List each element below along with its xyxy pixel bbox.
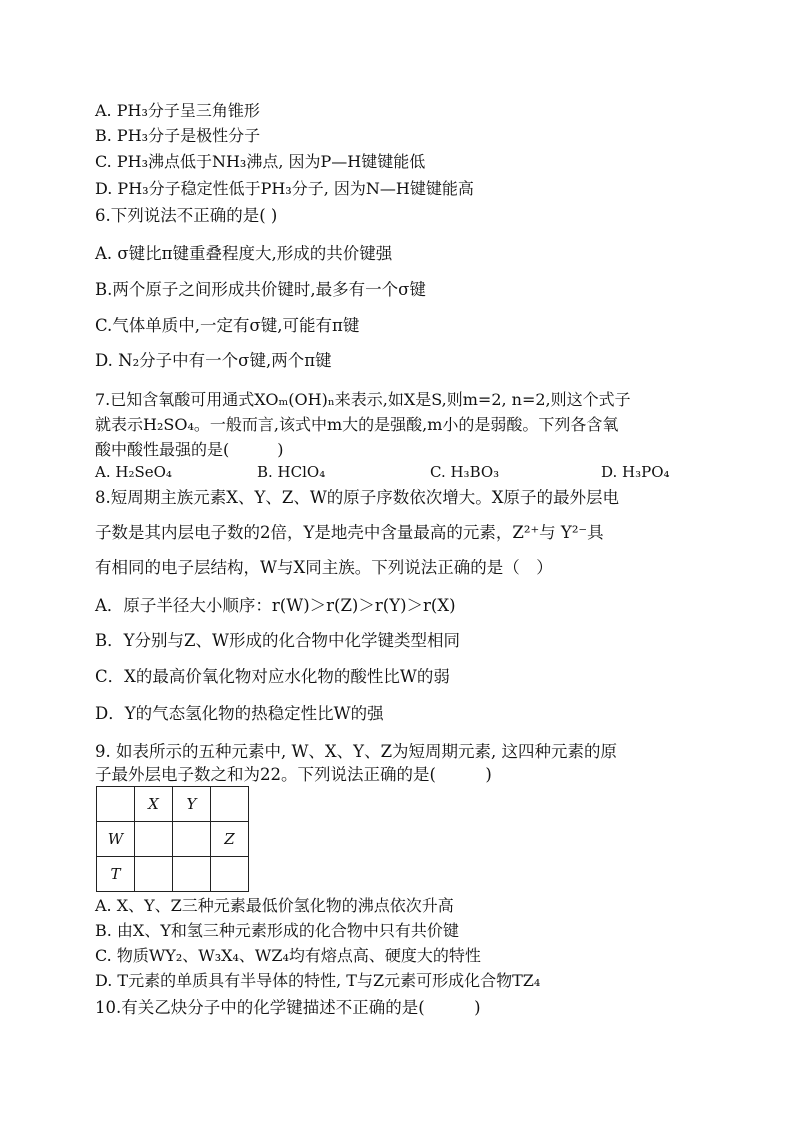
q8-option-a: A．原子半径大小顺序：r(W)＞r(Z)＞r(Y)＞r(X) [95,596,456,615]
q7-option-a: A. H₂SeO₄ [95,463,172,481]
q7-option-c: C. H₃BO₃ [430,463,500,481]
q6-option-c: C.气体单质中,一定有σ键,可能有π键 [95,316,360,335]
q9-option-d: D. T元素的单质具有半导体的特性, T与Z元素可形成化合物TZ₄ [95,971,541,990]
q7-option-d: D. H₃PO₄ [601,463,670,481]
q6-option-a: A. σ键比π键重叠程度大,形成的共价键强 [95,244,393,263]
table-cell: X [135,787,173,822]
q7-stem-line-2: 就表示H₂SO₄。一般而言,该式中m大的是强酸,m小的是弱酸。下列各含氧 [95,415,619,434]
q8-option-c: C．X的最高价氧化物对应水化物的酸性比W的弱 [95,667,450,686]
q5-option-d: D. PH₃分子稳定性低于PH₃分子, 因为N—H键键能高 [95,179,474,198]
q8-option-b: B．Y分别与Z、W形成的化合物中化学键类型相同 [95,631,460,650]
table-cell [97,787,135,822]
q9-option-c: C. 物质WY₂、W₃X₄、WZ₄均有熔点高、硬度大的特性 [95,946,481,965]
q6-option-b: B.两个原子之间形成共价键时,最多有一个σ键 [95,280,426,299]
q5-option-c: C. PH₃沸点低于NH₃沸点, 因为P—H键键能低 [95,152,426,171]
table-cell [173,857,211,892]
q8-option-d: D．Y的气态氢化物的热稳定性比W的强 [95,704,384,723]
table-cell: Z [211,822,249,857]
q7-stem-line-1: 7.已知含氧酸可用通式XOₘ(OH)ₙ来表示,如X是S,则m=2, n=2,则这个式子 [95,390,631,409]
table-cell [211,857,249,892]
q6-stem: 6.下列说法不正确的是( ) [95,206,278,225]
q8-stem-line-3: 有相同的电子层结构，W与X同主族。下列说法正确的是（ ） [95,558,553,577]
q9-stem-line-2: 子最外层电子数之和为22。下列说法正确的是( ) [95,765,492,784]
q5-option-b: B. PH₃分子是极性分子 [95,126,261,145]
q8-stem-line-2: 子数是其内层电子数的2倍，Y是地壳中含量最高的元素，Z²⁺与 Y²⁻具 [95,523,604,542]
periodic-table-fragment [96,786,249,892]
q7-option-b: B. HClO₄ [257,463,326,481]
q6-option-d: D. N₂分子中有一个σ键,两个π键 [95,351,332,370]
q9-option-a: A. X、Y、Z三种元素最低价氢化物的沸点依次升高 [95,896,454,915]
q8-stem-line-1: 8.短周期主族元素X、Y、Z、W的原子序数依次增大。X原子的最外层电 [95,488,620,507]
table-cell [135,857,173,892]
q9-stem-line-1: 9. 如表所示的五种元素中, W、X、Y、Z为短周期元素, 这四种元素的原 [95,742,618,761]
table-cell: W [97,822,135,857]
table-cell [135,822,173,857]
q9-option-b: B. 由X、Y和氢三种元素形成的化合物中只有共价键 [95,921,459,940]
table-cell: T [97,857,135,892]
q10-stem: 10.有关乙炔分子中的化学键描述不正确的是( ) [95,998,481,1017]
q7-stem-line-3: 酸中酸性最强的是( ) [95,440,284,459]
table-cell [173,822,211,857]
table-cell [211,787,249,822]
q5-option-a: A. PH₃分子呈三角锥形 [95,101,260,120]
table-cell: Y [173,787,211,822]
